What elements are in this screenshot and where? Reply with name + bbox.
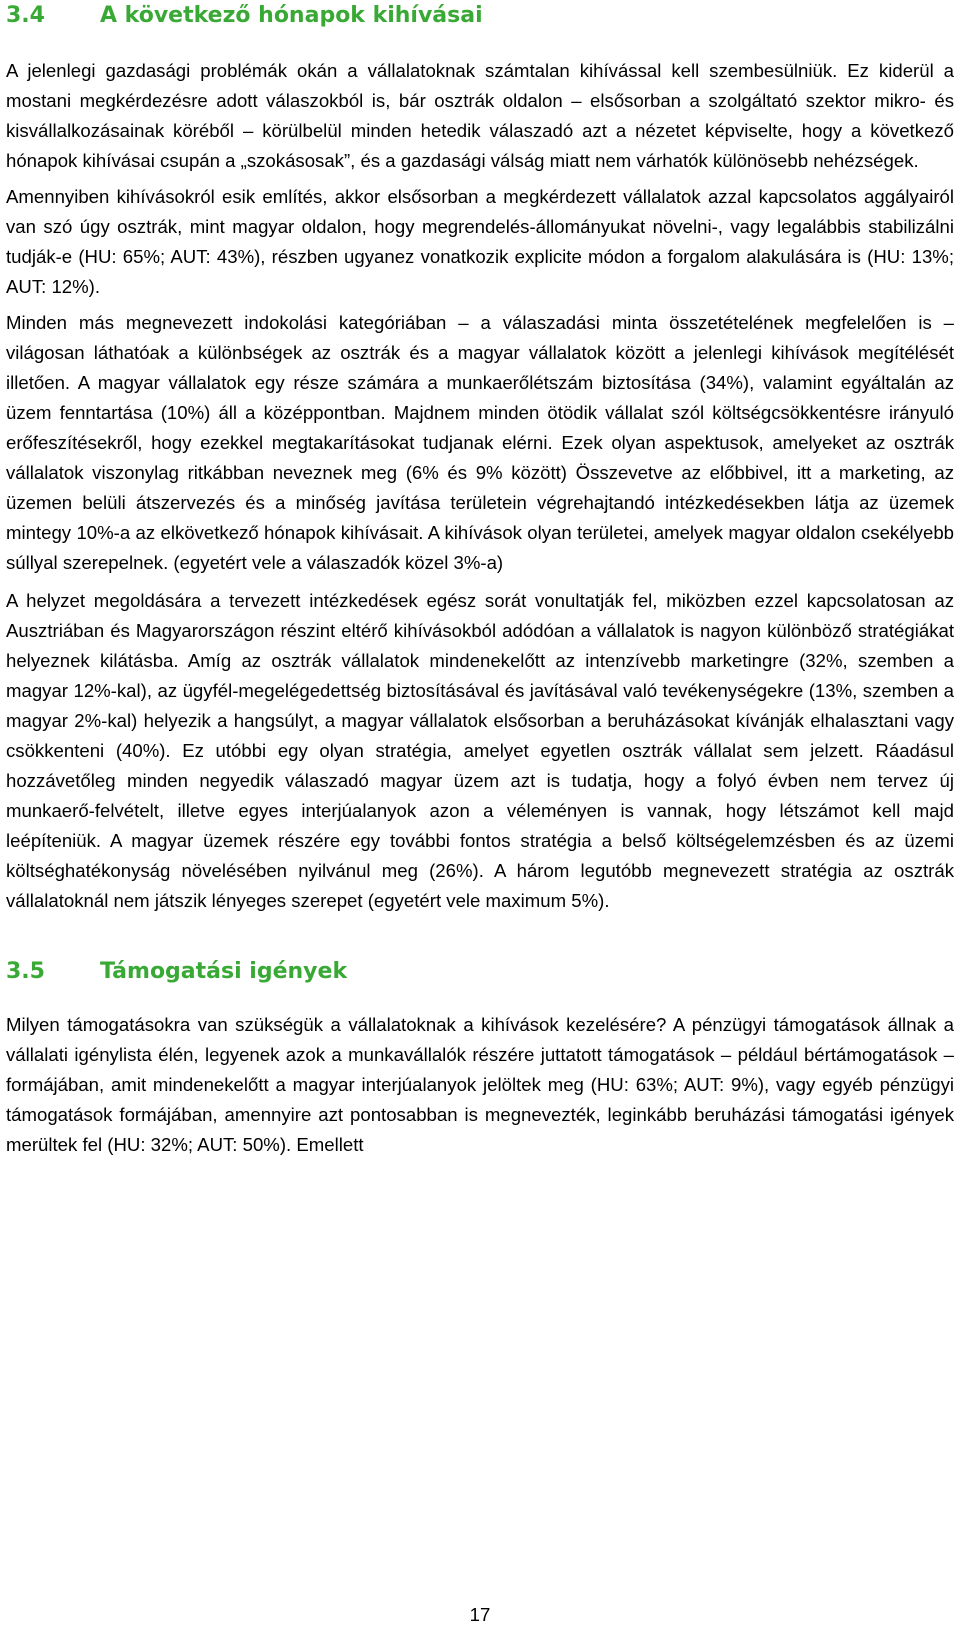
section-heading-3-4: [6, 2, 954, 30]
paragraph: Amennyiben kihívásokról esik említés, akkor elsősorban a megkérdezett vállalatok azzal kapcsolatos aggályairól van szó úgy osztrák, mint magyar oldalon, hogy megrendelés-állományukat növelni-, vagy legalábbis stabilizálni tudják-e (HU: 65%; AUT: 43%), részben ugyanez vonatkozik explicite módon a forgalom alakulására is (HU: 13%; AUT: 12%).: [6, 186, 954, 297]
paragraph: Minden más megnevezett indokolási kategóriában – a válaszadási minta összetételének megfelelően is – világosan láthatóak a különbségek az osztrák és a magyar vállalatok között a jelenlegi kihívások megítélését illetően. A magyar vállalatok egy része számára a munkaerőlétszám biztosítása (34%), valamint egyáltalán az üzem fenntartása (10%) áll a középpontban. Majdnem minden ötödik vállalat szól költségcsökkentésre irányuló erőfeszítésekről, hogy ezekkel megtakarításokat tudjanak elérni. Ezek olyan aspektusok, amelyeket az osztrák vállalatok viszonylag ritkábban neveznek meg (6% és 9% között) Összevetve az előbbivel, itt a marketing, az üzemen belüli átszervezés és a minőség javítása területein végrehajtandó intézkedésekben látja az üzemek mintegy 10%-a az elkövetkező hónapok kihívásait. A kihívások olyan területei, amelyek magyar oldalon csekélyebb súllyal szerepelnek. (egyetért vele a válaszadók közel 3%-a): [6, 312, 954, 573]
page-number: 17: [469, 1604, 491, 1625]
paragraph: A helyzet megoldására a tervezett intézkedések egész sorát vonultatják fel, miközben ezzel kapcsolatosan az Ausztriában és Magyarországon részint eltérő kihívásokból adódóan a vállalatok is nagyon különböző stratégiákat helyeznek kilátásba. Amíg az osztrák vállalatok mindenekelőtt az intenzívebb marketingre (32%, szemben a magyar 12%-kal), az ügyfél-megelégedettség biztosításával és javításával való tevékenységekre (13%, szemben a magyar 2%-kal) helyezik a hangsúlyt, a magyar vállalatok elsősorban a beruházásokat kívánják elhalasztani vagy csökkenteni (40%). Ez utóbbi egy olyan stratégia, amelyet egyetlen osztrák vállalat sem jelzett. Ráadásul hozzávetőleg minden negyedik válaszadó magyar üzem azt is tudatja, hogy a folyó évben nem tervez új munkaerő-felvételt, illetve egyes interjúalanyok azon a véleményen is vannak, hogy létszámot kell majd leépíteniük. A magyar üzemek részére egy további fontos stratégia a belső költségelemzésben és az üzemi költséghatékonyság növelésében nyilvánul meg (26%). A három legutóbb megnevezett stratégia az osztrák vállalatoknál nem játszik lényeges szerepet (egyetért vele maximum 5%).: [6, 590, 954, 911]
section-heading-3-5: [6, 958, 954, 986]
section-title: A következő hónapok kihívásai: [100, 3, 483, 28]
section-number: 3.4: [6, 3, 45, 28]
paragraph: Milyen támogatásokra van szükségük a vállalatoknak a kihívások kezelésére? A pénzügyi támogatások állnak a vállalati igénylista élén, legyenek azok a munkavállalók részére juttatott támogatások – például bértámogatások – formájában, amit mindenekelőtt a magyar interjúalanyok jelöltek meg (HU: 63%; AUT: 9%), vagy egyéb pénzügyi támogatások formájában, amennyire azt pontosabban is megnevezték, leginkább beruházási támogatási igények merültek fel (HU: 32%; AUT: 50%). Emellett: [6, 1014, 954, 1155]
section-number: 3.5: [6, 959, 45, 984]
paragraph: A jelenlegi gazdasági problémák okán a vállalatoknak számtalan kihívással kell szembesülniük. Ez kiderül a mostani megkérdezésre adott válaszokból is, bár osztrák oldalon – elsősorban a szolgáltató szektor mikro- és kisvállalkozásainak köréből – körülbelül minden hetedik válaszadó azt a nézetet képviselte, hogy a következő hónapok kihívásai csupán a „szokásosak”, és a gazdasági válság miatt nem várhatók különösebb nehézségek.: [6, 60, 954, 171]
section-spacer: [6, 916, 954, 958]
section-title: Támogatási igények: [100, 959, 348, 984]
